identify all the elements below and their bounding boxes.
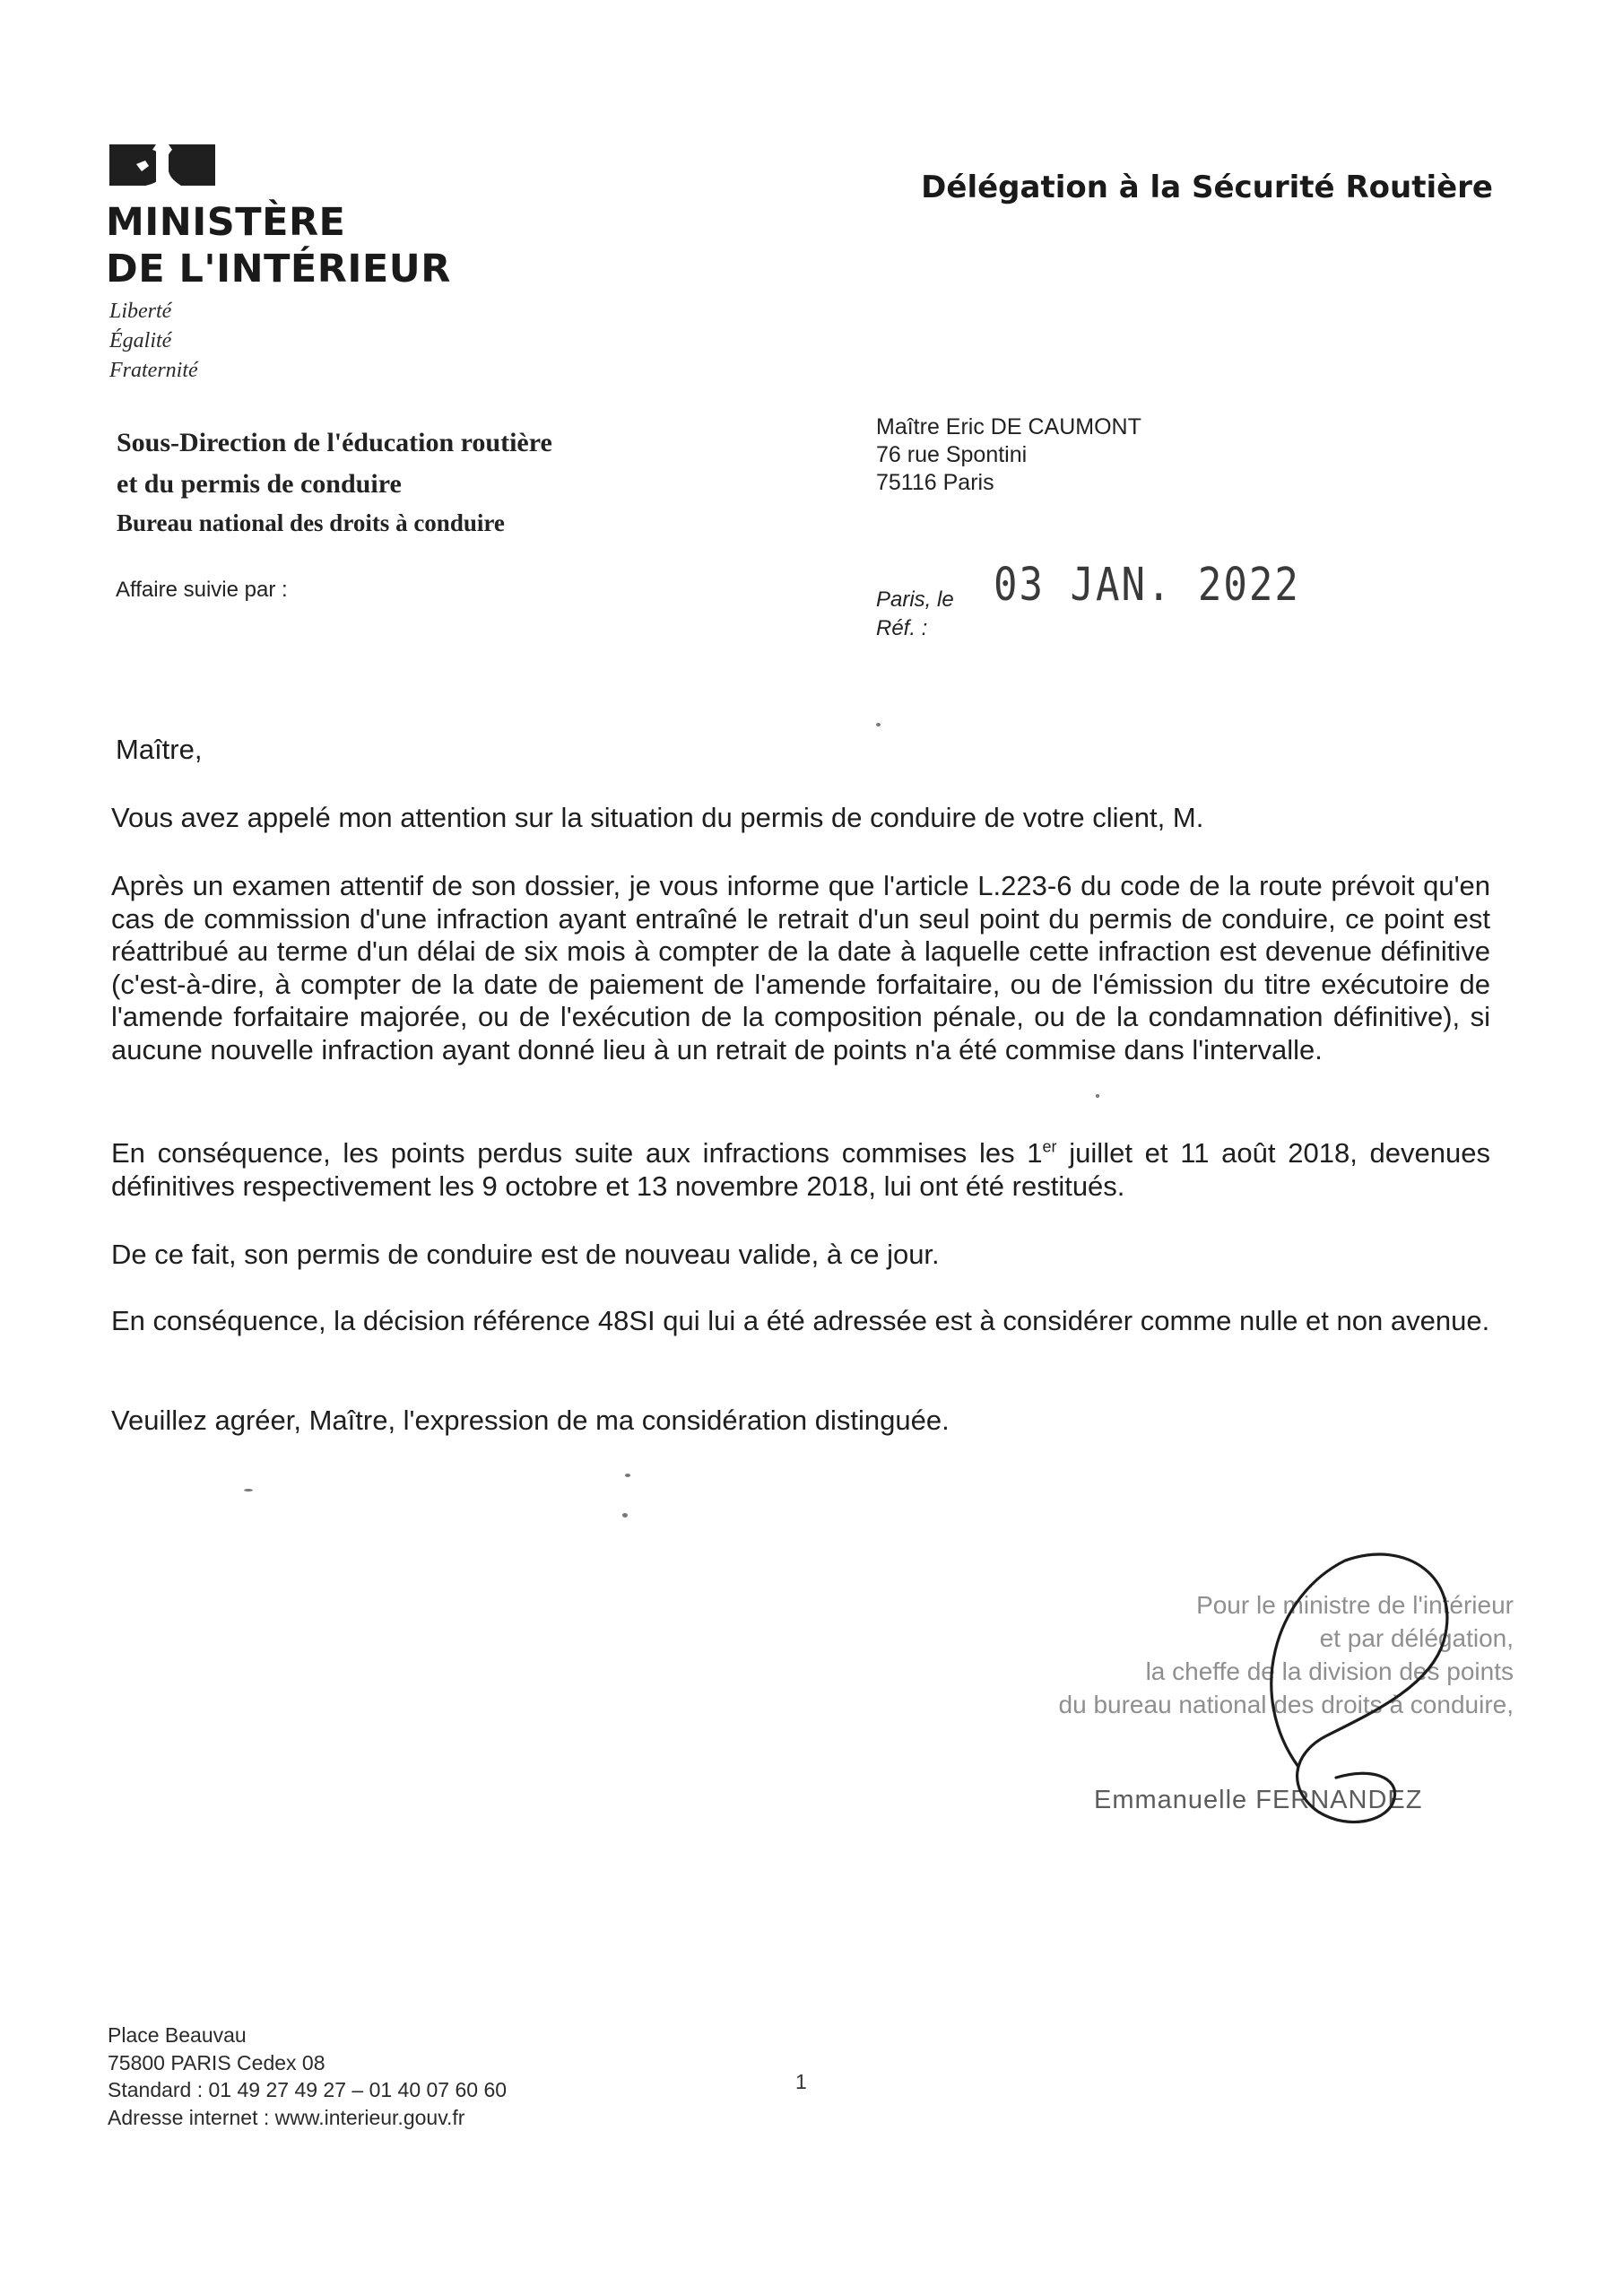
subdirection-line-2: et du permis de conduire [117,469,402,499]
bureau-name: Bureau national des droits à conduire [117,509,505,536]
paragraph-3-start: En conséquence, les points perdus suite aux infractions commises les 1 [111,1137,1043,1169]
paragraph-2: Après un examen attentif de son dossier, je vous informe que l'article L.223-6 du code de la route prévoit qu'en cas de commission d'une infraction ayant entraîné le retrait d'un seul point du permis de conduire, ce point est réattribué au terme d'un délai de six mois à compter de la date à laquelle cette infraction est devenue définitive (c'est-à-dire, à compter de la date de paiement de l'amende forfaitaire, ou de l'émission du titre exécutoire de l'amende forfaitaire majorée, ou de l'exécution de la composition pénale, ou de la condamnation définitive), si aucune nouvelle infraction ayant donné lieu à un retrait de points n'a été commise dans l'intervalle. [111,870,1490,1065]
paragraph-4: De ce fait, son permis de conduire est de nouveau valide, à ce jour. [111,1239,940,1270]
footer-line-2: 75800 PARIS Cedex 08 [108,2050,325,2074]
scan-speck [876,723,881,726]
paragraph-1: Vous avez appelé mon attention sur la situation du permis de conduire de votre client, M. [111,802,1204,833]
recipient-street: 76 rue Spontini [876,442,1028,467]
scan-speck [622,1513,628,1518]
recipient-name: Maître Eric DE CAUMONT [876,414,1141,439]
sender-department [117,422,552,541]
marianne-logo-icon [109,144,215,186]
handwritten-signature [1193,1543,1471,1848]
ordinal-superscript: er [1042,1137,1057,1156]
delegation-title: Délégation à la Sécurité Routière [921,170,1493,205]
paragraph-3-end: juillet et 11 août 2018, devenues définitives respectivement les 9 octobre et 13 novembre 2018, lui ont été restitués. [111,1137,1490,1202]
footer-line-3: Standard : 01 49 27 49 27 – 01 40 07 60 60 [108,2078,508,2101]
recipient-city: 75116 Paris [876,470,994,495]
stamp-line-1: Pour le ministre de l'intérieur [1196,1591,1514,1619]
dateline-place: Paris, le [876,587,954,612]
closing-formula: Veuillez agréer, Maître, l'expression de ma considération distinguée. [111,1405,950,1436]
reference-label: Réf. : [876,616,928,640]
footer-address [108,2022,507,2131]
stamp-line-4: du bureau national des droits à conduire, [1058,1691,1514,1718]
salutation: Maître, [116,734,203,765]
stamp-line-2: et par délégation, [1319,1624,1514,1652]
recipient-address [876,413,1141,497]
motto-fraternite: Fraternité [109,359,198,382]
scan-speck [244,1489,253,1492]
footer-line-1: Place Beauvau [108,2023,247,2047]
footer-website: Adresse internet : www.interieur.gouv.fr [108,2105,465,2129]
date-stamp: 03 JAN. 2022 [994,559,1300,612]
subdirection-line-1: Sous-Direction de l'éducation routière [117,428,552,457]
paragraph-3 [111,1137,1490,1203]
ministry-name [106,199,451,292]
motto-egalite: Égalité [109,329,172,352]
signatory-name: Emmanuelle FERNANDEZ [1094,1786,1423,1814]
ministry-line-1: MINISTÈRE [106,200,346,245]
motto-liberte: Liberté [109,300,172,323]
ministry-line-2: DE L'INTÉRIEUR [106,247,451,291]
dateline [876,586,954,643]
paragraph-5: En conséquence, la décision référence 48SI qui lui a été adressée est à considérer comme nulle et non avenue. [111,1305,1490,1336]
stamp-line-3: la cheffe de la division des points [1145,1657,1514,1685]
page-number: 1 [795,2070,807,2093]
republic-motto [109,297,198,386]
followed-by-label: Affaire suivie par : [116,578,288,602]
scan-speck [1096,1094,1099,1098]
scan-speck [625,1474,630,1477]
